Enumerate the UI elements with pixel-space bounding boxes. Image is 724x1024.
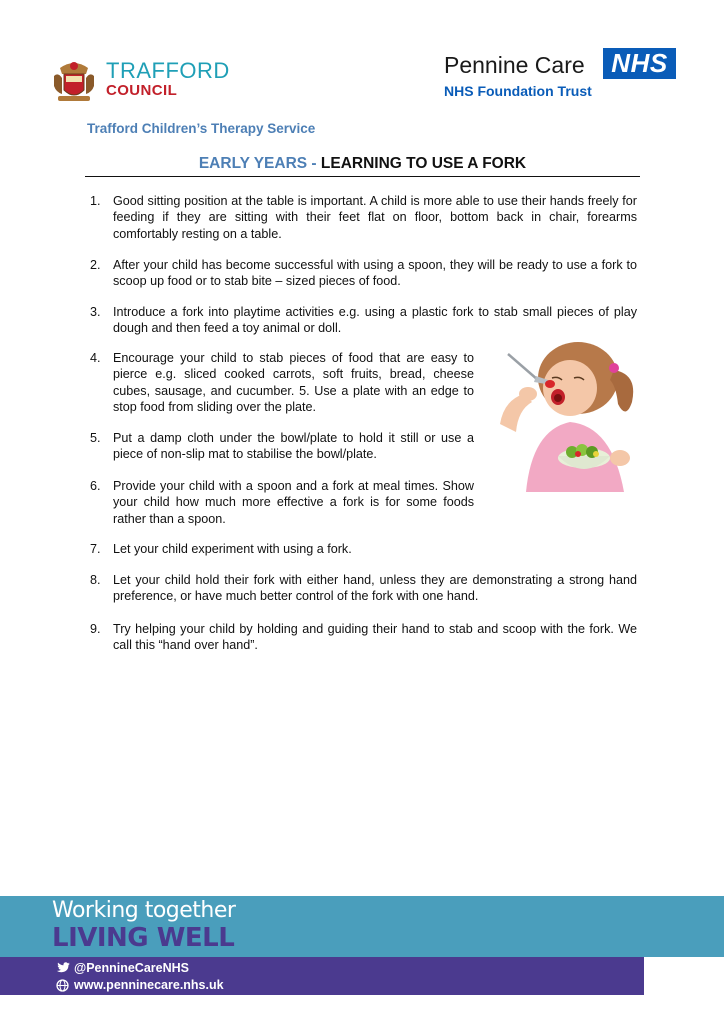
council-crest-icon bbox=[52, 58, 96, 104]
list-item-text: Introduce a fork into playtime activities e.g. using a plastic fork to stab small pieces of play dough and then feed a toy animal or doll. bbox=[113, 305, 637, 336]
list-item-number: 9. bbox=[90, 622, 101, 636]
trafford-council-logo bbox=[52, 58, 232, 104]
list-item-text: Encourage your child to stab pieces of food that are easy to pierce e.g. sliced cooked carrots, soft fruits, bread, cheese cubes, sausage, and cucumber. 5. Use a plate with an edge to stop food from sliding over the plate. bbox=[113, 351, 474, 414]
page-title bbox=[85, 155, 640, 173]
list-item-text: Let your child hold their fork with either hand, unless they are demonstrating a strong hand preference, or have much better control of the fork with one hand. bbox=[113, 573, 637, 604]
list-item-number: 8. bbox=[90, 573, 101, 587]
list-item bbox=[90, 257, 640, 291]
website-url: www.penninecare.nhs.uk bbox=[74, 978, 224, 992]
nhs-logo-box: NHS bbox=[603, 48, 676, 79]
footer-slogan-line2: LIVING WELL bbox=[52, 923, 235, 953]
child-eating-illustration bbox=[486, 340, 648, 493]
list-item-number: 6. bbox=[90, 479, 101, 493]
list-item-number: 7. bbox=[90, 542, 101, 556]
list-item-number: 1. bbox=[90, 194, 101, 208]
list-item-text: Try helping your child by holding and guiding their hand to stab and scoop with the fork. We call this “hand over hand”. bbox=[113, 622, 637, 653]
list-item-text: After your child has become successful with using a spoon, they will be ready to use a fork to scoop up food or to stab bite – sized pieces of food. bbox=[113, 258, 637, 289]
list-item bbox=[90, 350, 476, 416]
list-item-number: 4. bbox=[90, 351, 101, 365]
pennine-care-logo bbox=[440, 46, 680, 102]
twitter-icon bbox=[56, 962, 70, 974]
footer-slogan-line1: Working together bbox=[52, 898, 236, 923]
list-item bbox=[90, 193, 640, 243]
globe-icon bbox=[56, 979, 69, 992]
list-item bbox=[90, 541, 640, 559]
title-underline bbox=[85, 176, 640, 177]
pennine-care-name: Pennine Care bbox=[444, 52, 585, 78]
list-item bbox=[90, 572, 640, 606]
list-item-text: Put a damp cloth under the bowl/plate to hold it still or use a piece of non-slip mat to stabilise the bowl/plate. bbox=[113, 431, 474, 462]
list-item-number: 3. bbox=[90, 305, 101, 319]
list-item-number: 2. bbox=[90, 258, 101, 272]
title-main: LEARNING TO USE A FORK bbox=[320, 155, 527, 172]
child-eating-photo bbox=[486, 340, 648, 493]
trafford-name: TRAFFORD bbox=[106, 58, 230, 83]
list-item-number: 5. bbox=[90, 431, 101, 445]
list-item-text: Good sitting position at the table is important. A child is more able to use their hands freely for feeding if they are sitting with their feet flat on floor, bottom back in chair, forearms comfortably resting on a table. bbox=[113, 194, 637, 241]
list-item bbox=[90, 621, 640, 655]
nhs-foundation-trust-label: NHS Foundation Trust bbox=[444, 83, 592, 99]
twitter-handle: @PennineCareNHS bbox=[74, 961, 189, 975]
trafford-council-label: COUNCIL bbox=[106, 82, 178, 99]
list-item-text: Provide your child with a spoon and a fork at meal times. Show your child how much more effective a fork is for some foods rather than a spoon. bbox=[113, 479, 474, 526]
title-prefix: EARLY YEARS - bbox=[198, 155, 317, 172]
service-name: Trafford Children’s Therapy Service bbox=[87, 121, 316, 136]
list-item bbox=[90, 304, 640, 338]
list-item bbox=[90, 478, 476, 528]
list-item bbox=[90, 430, 476, 464]
list-item-text: Let your child experiment with using a fork. bbox=[113, 542, 352, 556]
